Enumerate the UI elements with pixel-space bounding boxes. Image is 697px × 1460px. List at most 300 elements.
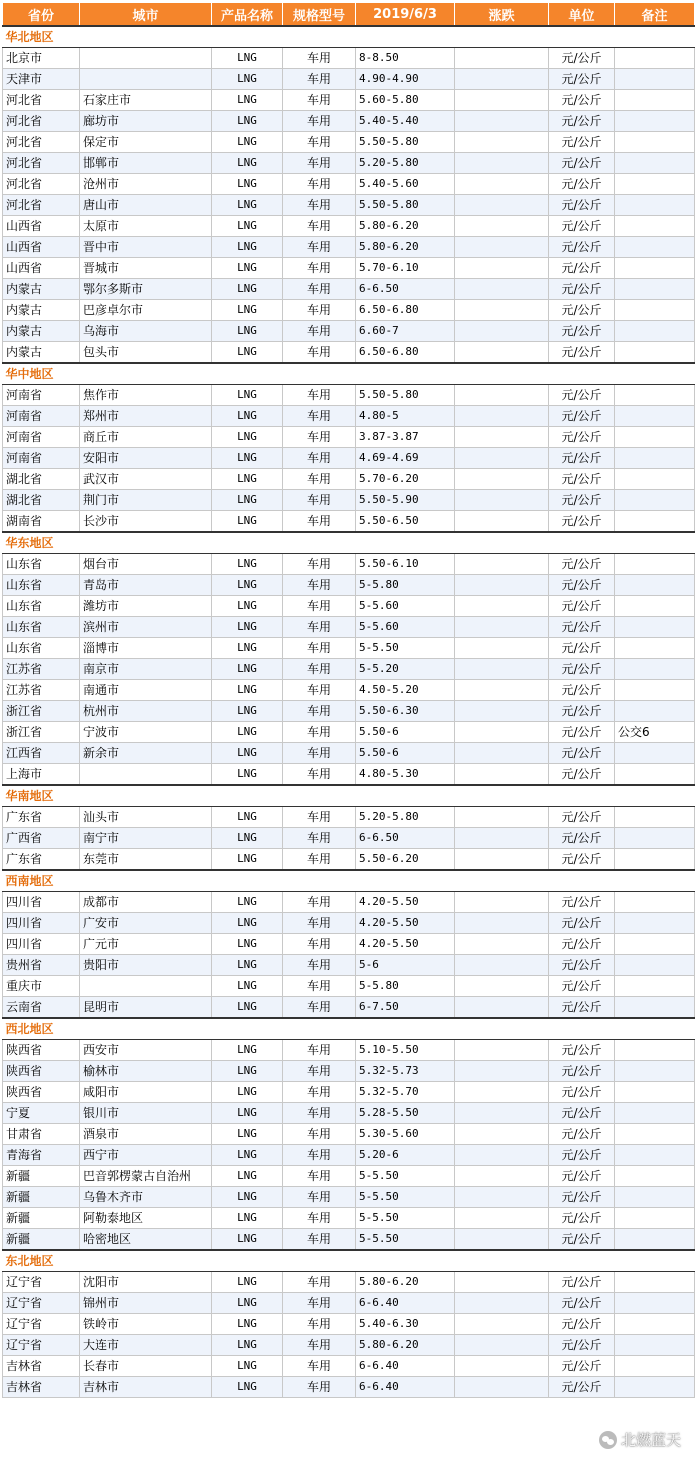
cell-city[interactable]: 杭州市 [80,701,212,722]
cell-unit[interactable]: 元/公斤 [549,511,615,533]
cell-unit[interactable]: 元/公斤 [549,997,615,1019]
cell-note[interactable] [615,132,695,153]
cell-spec[interactable]: 车用 [283,427,356,448]
cell-unit[interactable]: 元/公斤 [549,174,615,195]
cell-product[interactable]: LNG [212,427,283,448]
cell-spec[interactable]: 车用 [283,342,356,364]
cell-note[interactable] [615,1335,695,1356]
cell-product[interactable]: LNG [212,1208,283,1229]
cell-price[interactable]: 5.32-5.73 [356,1061,455,1082]
cell-spec[interactable]: 车用 [283,1103,356,1124]
cell-province[interactable]: 山东省 [3,617,80,638]
cell-unit[interactable]: 元/公斤 [549,258,615,279]
cell-note[interactable] [615,554,695,575]
cell-note[interactable] [615,596,695,617]
cell-spec[interactable]: 车用 [283,321,356,342]
cell-product[interactable]: LNG [212,237,283,258]
cell-change[interactable] [455,448,549,469]
cell-change[interactable] [455,1166,549,1187]
cell-price[interactable]: 6.50-6.80 [356,342,455,364]
cell-change[interactable] [455,638,549,659]
cell-province[interactable]: 四川省 [3,892,80,913]
cell-city[interactable]: 巴彦卓尔市 [80,300,212,321]
cell-spec[interactable]: 车用 [283,385,356,406]
cell-province[interactable]: 江苏省 [3,659,80,680]
cell-city[interactable]: 广元市 [80,934,212,955]
cell-province[interactable]: 山西省 [3,216,80,237]
cell-city[interactable] [80,976,212,997]
cell-price[interactable]: 5.50-6.50 [356,511,455,533]
cell-province[interactable]: 辽宁省 [3,1293,80,1314]
cell-city[interactable]: 淄博市 [80,638,212,659]
cell-product[interactable]: LNG [212,807,283,828]
cell-change[interactable] [455,1272,549,1293]
cell-change[interactable] [455,997,549,1019]
cell-unit[interactable]: 元/公斤 [549,892,615,913]
cell-note[interactable] [615,764,695,786]
cell-note[interactable] [615,1377,695,1398]
cell-unit[interactable]: 元/公斤 [549,153,615,174]
cell-product[interactable]: LNG [212,701,283,722]
cell-city[interactable]: 邯郸市 [80,153,212,174]
cell-change[interactable] [455,321,549,342]
cell-change[interactable] [455,69,549,90]
cell-product[interactable]: LNG [212,1335,283,1356]
cell-change[interactable] [455,258,549,279]
cell-note[interactable] [615,69,695,90]
cell-city[interactable]: 成都市 [80,892,212,913]
cell-province[interactable]: 浙江省 [3,722,80,743]
cell-price[interactable]: 5.50-5.80 [356,132,455,153]
cell-product[interactable]: LNG [212,90,283,111]
cell-note[interactable] [615,1166,695,1187]
cell-province[interactable]: 河北省 [3,195,80,216]
cell-product[interactable]: LNG [212,111,283,132]
cell-unit[interactable]: 元/公斤 [549,554,615,575]
cell-product[interactable]: LNG [212,596,283,617]
cell-note[interactable] [615,1040,695,1061]
cell-unit[interactable]: 元/公斤 [549,195,615,216]
cell-unit[interactable]: 元/公斤 [549,849,615,871]
cell-city[interactable]: 唐山市 [80,195,212,216]
cell-spec[interactable]: 车用 [283,511,356,533]
cell-note[interactable]: 公交6 [615,722,695,743]
cell-change[interactable] [455,722,549,743]
cell-province[interactable]: 浙江省 [3,701,80,722]
header-change[interactable]: 涨跌 [455,3,549,27]
cell-spec[interactable]: 车用 [283,764,356,786]
cell-spec[interactable]: 车用 [283,406,356,427]
cell-city[interactable]: 长沙市 [80,511,212,533]
cell-price[interactable]: 5-5.50 [356,1166,455,1187]
cell-unit[interactable]: 元/公斤 [549,469,615,490]
cell-price[interactable]: 5-5.50 [356,1187,455,1208]
cell-spec[interactable]: 车用 [283,659,356,680]
cell-note[interactable] [615,1208,695,1229]
cell-product[interactable]: LNG [212,1356,283,1377]
cell-note[interactable] [615,1061,695,1082]
cell-spec[interactable]: 车用 [283,997,356,1019]
cell-change[interactable] [455,279,549,300]
cell-price[interactable]: 5-5.50 [356,1208,455,1229]
cell-city[interactable]: 西安市 [80,1040,212,1061]
cell-unit[interactable]: 元/公斤 [549,575,615,596]
cell-city[interactable] [80,69,212,90]
cell-province[interactable]: 辽宁省 [3,1272,80,1293]
cell-change[interactable] [455,596,549,617]
cell-province[interactable]: 河南省 [3,385,80,406]
cell-province[interactable]: 辽宁省 [3,1314,80,1335]
cell-spec[interactable]: 车用 [283,174,356,195]
cell-note[interactable] [615,955,695,976]
cell-province[interactable]: 云南省 [3,997,80,1019]
cell-unit[interactable]: 元/公斤 [549,617,615,638]
cell-product[interactable]: LNG [212,511,283,533]
cell-unit[interactable]: 元/公斤 [549,237,615,258]
cell-unit[interactable]: 元/公斤 [549,764,615,786]
cell-change[interactable] [455,934,549,955]
cell-spec[interactable]: 车用 [283,934,356,955]
cell-unit[interactable]: 元/公斤 [549,807,615,828]
cell-unit[interactable]: 元/公斤 [549,448,615,469]
cell-city[interactable]: 南通市 [80,680,212,701]
header-province[interactable]: 省份 [3,3,80,27]
cell-unit[interactable]: 元/公斤 [549,701,615,722]
cell-province[interactable]: 青海省 [3,1145,80,1166]
cell-product[interactable]: LNG [212,448,283,469]
cell-unit[interactable]: 元/公斤 [549,490,615,511]
cell-city[interactable]: 晋中市 [80,237,212,258]
cell-price[interactable]: 5.70-6.10 [356,258,455,279]
cell-change[interactable] [455,1229,549,1251]
cell-product[interactable]: LNG [212,321,283,342]
cell-price[interactable]: 5-5.20 [356,659,455,680]
cell-unit[interactable]: 元/公斤 [549,1187,615,1208]
cell-change[interactable] [455,955,549,976]
cell-note[interactable] [615,300,695,321]
cell-product[interactable]: LNG [212,575,283,596]
cell-city[interactable]: 昆明市 [80,997,212,1019]
cell-spec[interactable]: 车用 [283,554,356,575]
cell-province[interactable]: 山东省 [3,596,80,617]
cell-change[interactable] [455,701,549,722]
cell-note[interactable] [615,913,695,934]
cell-price[interactable]: 6-6.40 [356,1356,455,1377]
cell-unit[interactable]: 元/公斤 [549,342,615,364]
cell-change[interactable] [455,1040,549,1061]
cell-price[interactable]: 4.50-5.20 [356,680,455,701]
cell-product[interactable]: LNG [212,997,283,1019]
cell-province[interactable]: 陕西省 [3,1040,80,1061]
cell-price[interactable]: 4.90-4.90 [356,69,455,90]
cell-city[interactable]: 阿勒泰地区 [80,1208,212,1229]
cell-unit[interactable]: 元/公斤 [549,913,615,934]
cell-change[interactable] [455,828,549,849]
cell-province[interactable]: 新疆 [3,1187,80,1208]
cell-city[interactable]: 包头市 [80,342,212,364]
cell-spec[interactable]: 车用 [283,1124,356,1145]
cell-spec[interactable]: 车用 [283,722,356,743]
cell-unit[interactable]: 元/公斤 [549,659,615,680]
cell-city[interactable]: 巴音郭楞蒙古自治州 [80,1166,212,1187]
cell-province[interactable]: 宁夏 [3,1103,80,1124]
cell-city[interactable]: 咸阳市 [80,1082,212,1103]
cell-spec[interactable]: 车用 [283,1377,356,1398]
cell-province[interactable]: 四川省 [3,934,80,955]
cell-product[interactable]: LNG [212,385,283,406]
cell-note[interactable] [615,638,695,659]
cell-province[interactable]: 内蒙古 [3,342,80,364]
cell-spec[interactable]: 车用 [283,279,356,300]
cell-city[interactable]: 滨州市 [80,617,212,638]
cell-spec[interactable]: 车用 [283,1229,356,1251]
cell-city[interactable]: 乌海市 [80,321,212,342]
cell-change[interactable] [455,174,549,195]
cell-note[interactable] [615,701,695,722]
cell-province[interactable]: 新疆 [3,1229,80,1251]
cell-spec[interactable]: 车用 [283,237,356,258]
cell-city[interactable]: 东莞市 [80,849,212,871]
cell-change[interactable] [455,490,549,511]
cell-price[interactable]: 5.20-5.80 [356,153,455,174]
cell-price[interactable]: 6-6.50 [356,828,455,849]
cell-product[interactable]: LNG [212,764,283,786]
cell-price[interactable]: 5.50-6 [356,722,455,743]
cell-price[interactable]: 5-5.60 [356,617,455,638]
cell-product[interactable]: LNG [212,1377,283,1398]
cell-price[interactable]: 4.20-5.50 [356,892,455,913]
cell-city[interactable]: 沈阳市 [80,1272,212,1293]
cell-spec[interactable]: 车用 [283,90,356,111]
cell-note[interactable] [615,237,695,258]
cell-note[interactable] [615,174,695,195]
cell-province[interactable]: 河南省 [3,448,80,469]
cell-note[interactable] [615,997,695,1019]
cell-product[interactable]: LNG [212,659,283,680]
cell-unit[interactable]: 元/公斤 [549,321,615,342]
cell-price[interactable]: 5-5.60 [356,596,455,617]
cell-change[interactable] [455,1061,549,1082]
cell-province[interactable]: 山西省 [3,237,80,258]
cell-change[interactable] [455,132,549,153]
cell-city[interactable] [80,764,212,786]
cell-province[interactable]: 河北省 [3,174,80,195]
cell-spec[interactable]: 车用 [283,807,356,828]
cell-note[interactable] [615,1272,695,1293]
cell-unit[interactable]: 元/公斤 [549,1082,615,1103]
cell-unit[interactable]: 元/公斤 [549,828,615,849]
cell-price[interactable]: 5.50-5.90 [356,490,455,511]
cell-province[interactable]: 天津市 [3,69,80,90]
cell-spec[interactable]: 车用 [283,849,356,871]
cell-province[interactable]: 贵州省 [3,955,80,976]
cell-price[interactable]: 5.50-6.20 [356,849,455,871]
cell-product[interactable]: LNG [212,1145,283,1166]
cell-unit[interactable]: 元/公斤 [549,1229,615,1251]
cell-price[interactable]: 4.80-5 [356,406,455,427]
cell-price[interactable]: 4.20-5.50 [356,934,455,955]
cell-province[interactable]: 河北省 [3,132,80,153]
cell-province[interactable]: 内蒙古 [3,321,80,342]
cell-province[interactable]: 江西省 [3,743,80,764]
cell-note[interactable] [615,680,695,701]
cell-city[interactable]: 银川市 [80,1103,212,1124]
cell-unit[interactable]: 元/公斤 [549,976,615,997]
cell-price[interactable]: 5.50-5.80 [356,195,455,216]
cell-unit[interactable]: 元/公斤 [549,1377,615,1398]
cell-price[interactable]: 8-8.50 [356,48,455,69]
cell-province[interactable]: 新疆 [3,1166,80,1187]
cell-change[interactable] [455,1103,549,1124]
cell-province[interactable]: 吉林省 [3,1377,80,1398]
cell-price[interactable]: 5.60-5.80 [356,90,455,111]
cell-product[interactable]: LNG [212,849,283,871]
cell-unit[interactable]: 元/公斤 [549,1103,615,1124]
cell-city[interactable]: 榆林市 [80,1061,212,1082]
cell-city[interactable]: 保定市 [80,132,212,153]
cell-change[interactable] [455,427,549,448]
cell-price[interactable]: 6-6.50 [356,279,455,300]
cell-province[interactable]: 广西省 [3,828,80,849]
cell-city[interactable]: 武汉市 [80,469,212,490]
cell-note[interactable] [615,1082,695,1103]
cell-province[interactable]: 陕西省 [3,1082,80,1103]
cell-city[interactable] [80,48,212,69]
cell-product[interactable]: LNG [212,1124,283,1145]
cell-spec[interactable]: 车用 [283,216,356,237]
cell-note[interactable] [615,511,695,533]
cell-province[interactable]: 湖北省 [3,490,80,511]
cell-city[interactable]: 郑州市 [80,406,212,427]
cell-note[interactable] [615,743,695,764]
cell-note[interactable] [615,1187,695,1208]
cell-unit[interactable]: 元/公斤 [549,680,615,701]
cell-unit[interactable]: 元/公斤 [549,48,615,69]
cell-note[interactable] [615,153,695,174]
cell-province[interactable]: 河北省 [3,111,80,132]
cell-product[interactable]: LNG [212,934,283,955]
cell-unit[interactable]: 元/公斤 [549,300,615,321]
cell-city[interactable]: 酒泉市 [80,1124,212,1145]
cell-unit[interactable]: 元/公斤 [549,743,615,764]
cell-unit[interactable]: 元/公斤 [549,638,615,659]
cell-note[interactable] [615,617,695,638]
cell-price[interactable]: 6-6.40 [356,1293,455,1314]
cell-note[interactable] [615,1124,695,1145]
cell-product[interactable]: LNG [212,892,283,913]
cell-change[interactable] [455,976,549,997]
cell-product[interactable]: LNG [212,153,283,174]
cell-city[interactable]: 南宁市 [80,828,212,849]
cell-note[interactable] [615,828,695,849]
cell-province[interactable]: 湖南省 [3,511,80,533]
cell-product[interactable]: LNG [212,195,283,216]
cell-note[interactable] [615,934,695,955]
cell-province[interactable]: 重庆市 [3,976,80,997]
cell-product[interactable]: LNG [212,1040,283,1061]
cell-unit[interactable]: 元/公斤 [549,1314,615,1335]
cell-province[interactable]: 河南省 [3,427,80,448]
cell-product[interactable]: LNG [212,1187,283,1208]
cell-price[interactable]: 5.80-6.20 [356,237,455,258]
cell-price[interactable]: 5-5.80 [356,575,455,596]
cell-change[interactable] [455,216,549,237]
cell-change[interactable] [455,300,549,321]
cell-note[interactable] [615,575,695,596]
cell-city[interactable]: 吉林市 [80,1377,212,1398]
cell-city[interactable]: 石家庄市 [80,90,212,111]
cell-change[interactable] [455,111,549,132]
cell-price[interactable]: 5.40-5.60 [356,174,455,195]
cell-note[interactable] [615,976,695,997]
cell-spec[interactable]: 车用 [283,680,356,701]
cell-spec[interactable]: 车用 [283,69,356,90]
cell-price[interactable]: 5-5.80 [356,976,455,997]
cell-change[interactable] [455,680,549,701]
cell-unit[interactable]: 元/公斤 [549,1145,615,1166]
cell-unit[interactable]: 元/公斤 [549,1356,615,1377]
cell-spec[interactable]: 车用 [283,1314,356,1335]
cell-province[interactable]: 山东省 [3,554,80,575]
cell-price[interactable]: 4.69-4.69 [356,448,455,469]
cell-spec[interactable]: 车用 [283,828,356,849]
cell-spec[interactable]: 车用 [283,701,356,722]
header-spec[interactable]: 规格型号 [283,3,356,27]
cell-unit[interactable]: 元/公斤 [549,1166,615,1187]
cell-province[interactable]: 河南省 [3,406,80,427]
cell-city[interactable]: 青岛市 [80,575,212,596]
cell-spec[interactable]: 车用 [283,132,356,153]
cell-city[interactable]: 荆门市 [80,490,212,511]
cell-note[interactable] [615,385,695,406]
cell-province[interactable]: 陕西省 [3,1061,80,1082]
cell-spec[interactable]: 车用 [283,300,356,321]
cell-change[interactable] [455,1335,549,1356]
cell-spec[interactable]: 车用 [283,892,356,913]
cell-product[interactable]: LNG [212,469,283,490]
cell-price[interactable]: 4.20-5.50 [356,913,455,934]
cell-note[interactable] [615,111,695,132]
cell-unit[interactable]: 元/公斤 [549,406,615,427]
cell-unit[interactable]: 元/公斤 [549,1335,615,1356]
cell-note[interactable] [615,490,695,511]
cell-change[interactable] [455,1356,549,1377]
cell-spec[interactable]: 车用 [283,1061,356,1082]
cell-price[interactable]: 5.80-6.20 [356,1335,455,1356]
cell-product[interactable]: LNG [212,638,283,659]
cell-price[interactable]: 5.70-6.20 [356,469,455,490]
cell-note[interactable] [615,258,695,279]
cell-product[interactable]: LNG [212,554,283,575]
cell-product[interactable]: LNG [212,1166,283,1187]
cell-note[interactable] [615,406,695,427]
cell-province[interactable]: 内蒙古 [3,279,80,300]
cell-change[interactable] [455,1187,549,1208]
cell-price[interactable]: 5.20-6 [356,1145,455,1166]
cell-spec[interactable]: 车用 [283,638,356,659]
cell-change[interactable] [455,1208,549,1229]
cell-change[interactable] [455,511,549,533]
cell-province[interactable]: 湖北省 [3,469,80,490]
cell-spec[interactable]: 车用 [283,955,356,976]
cell-spec[interactable]: 车用 [283,596,356,617]
cell-spec[interactable]: 车用 [283,48,356,69]
cell-product[interactable]: LNG [212,1103,283,1124]
cell-province[interactable]: 山东省 [3,575,80,596]
cell-city[interactable]: 哈密地区 [80,1229,212,1251]
cell-product[interactable]: LNG [212,216,283,237]
cell-note[interactable] [615,849,695,871]
